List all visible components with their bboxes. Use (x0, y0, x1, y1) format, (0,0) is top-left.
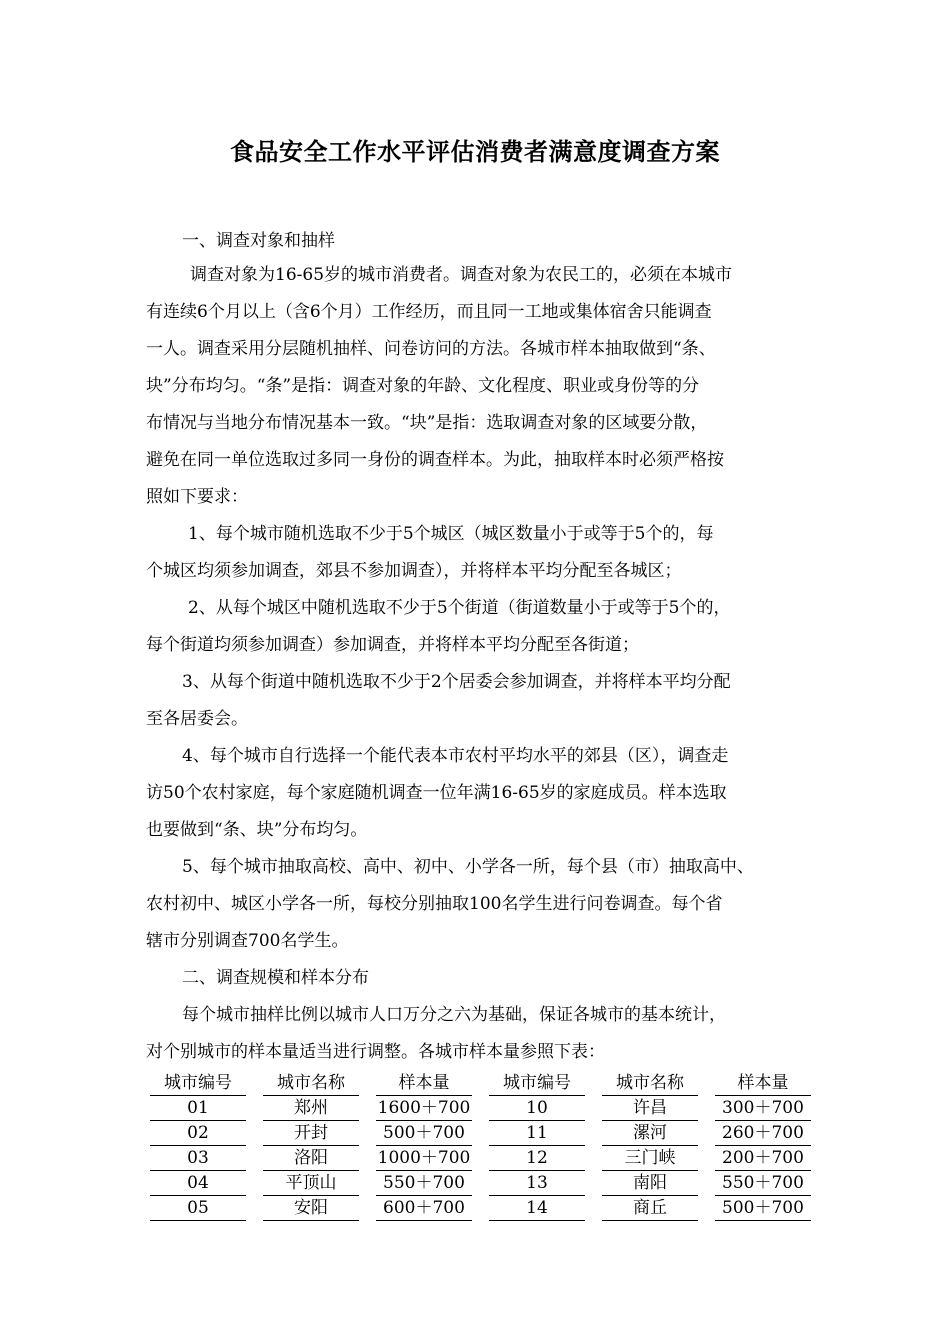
table-cell: 300＋700 (715, 1096, 811, 1121)
table-cell: 02 (150, 1121, 246, 1146)
table-cell: 12 (489, 1146, 585, 1171)
table-cell: 11 (489, 1121, 585, 1146)
requirement-4: 4、每个城市自行选择一个能代表本市农村平均水平的郊县（区），调查走 (182, 746, 729, 766)
table-cell: 600＋700 (376, 1196, 472, 1221)
table-cell: 10 (489, 1096, 585, 1121)
paragraph-line: 调查对象为16-65岁的城市消费者。调查对象为农民工的，必须在本城市 (190, 265, 733, 285)
table-cell: 03 (150, 1146, 246, 1171)
table-cell: 三门峡 (602, 1146, 698, 1171)
header-city-code: 城市编号 (489, 1071, 585, 1096)
table-cell: 洛阳 (263, 1146, 359, 1171)
paragraph-line: 至各居委会。 (146, 709, 248, 729)
paragraph-line: 访50个农村家庭，每个家庭随机调查一位年满16-65岁的家庭成员。样本选取 (146, 783, 727, 803)
header-city-code: 城市编号 (150, 1071, 246, 1096)
table-cell: 郑州 (263, 1096, 359, 1121)
table-cell: 550＋700 (376, 1171, 472, 1196)
table-cell: 安阳 (263, 1196, 359, 1221)
paragraph-line: 布情况与当地分布情况基本一致。“块”是指：选取调查对象的区域要分散， (146, 413, 708, 433)
table-cell: 1000＋700 (376, 1146, 472, 1171)
paragraph-line: 每个街道均须参加调查）参加调查，并将样本平均分配至各街道； (146, 635, 639, 655)
table-row (150, 1146, 811, 1171)
table-cell: 1600＋700 (376, 1096, 472, 1121)
paragraph-line: 每个城市抽样比例以城市人口万分之六为基础，保证各城市的基本统计， (182, 1005, 726, 1025)
table-row (150, 1171, 811, 1196)
table-cell: 开封 (263, 1121, 359, 1146)
paragraph-line: 有连续6个月以上（含6个月）工作经历，而且同一工地或集体宿舍只能调查 (146, 302, 712, 322)
paragraph-line: 个城区均须参加调查，郊县不参加调查），并将样本平均分配至各城区； (146, 561, 682, 581)
table-cell: 500＋700 (376, 1121, 472, 1146)
requirement-2: 2、从每个城区中随机选取不少于5个街道（街道数量小于或等于5个的， (188, 598, 731, 618)
paragraph-line: 农村初中、城区小学各一所，每校分别抽取100名学生进行问卷调查。每个省 (146, 894, 723, 914)
header-sample-size: 样本量 (376, 1071, 472, 1096)
table-header-row (150, 1071, 811, 1096)
table-cell: 500＋700 (715, 1196, 811, 1221)
sample-size-table (150, 1071, 811, 1221)
header-city-name: 城市名称 (602, 1071, 698, 1096)
table-cell: 13 (489, 1171, 585, 1196)
document-title: 食品安全工作水平评估消费者满意度调查方案 (230, 138, 720, 166)
table-cell: 许昌 (602, 1096, 698, 1121)
section-heading-1: 一、调查对象和抽样 (182, 231, 335, 251)
table-row (150, 1121, 811, 1146)
paragraph-line: 一人。调查采用分层随机抽样、问卷访问的方法。各城市样本抽取做到“条、 (146, 339, 716, 359)
table-cell: 平顶山 (263, 1171, 359, 1196)
table-cell: 南阳 (602, 1171, 698, 1196)
paragraph-line: 对个别城市的样本量适当进行调整。各城市样本量参照下表： (146, 1042, 605, 1062)
table-cell: 05 (150, 1196, 246, 1221)
requirement-1: 1、每个城市随机选取不少于5个城区（城区数量小于或等于5个的，每 (188, 524, 714, 544)
table-cell: 200＋700 (715, 1146, 811, 1171)
table-cell: 550＋700 (715, 1171, 811, 1196)
table-cell: 商丘 (602, 1196, 698, 1221)
paragraph-line: 块”分布均匀。“条”是指：调查对象的年龄、文化程度、职业或身份等的分 (146, 376, 700, 396)
header-city-name: 城市名称 (263, 1071, 359, 1096)
table-row (150, 1096, 811, 1121)
table-row (150, 1196, 811, 1221)
paragraph-line: 也要做到“条、块”分布均匀。 (146, 820, 368, 840)
table-cell: 01 (150, 1096, 246, 1121)
table-cell: 漯河 (602, 1121, 698, 1146)
table-cell: 260＋700 (715, 1121, 811, 1146)
paragraph-line: 避免在同一单位选取过多同一身份的调查样本。为此，抽取样本时必须严格按 (146, 450, 724, 470)
requirement-5: 5、每个城市抽取高校、高中、初中、小学各一所，每个县（市）抽取高中、 (182, 857, 754, 877)
table-cell: 14 (489, 1196, 585, 1221)
section-heading-2: 二、调查规模和样本分布 (182, 968, 369, 988)
paragraph-line: 辖市分别调查700名学生。 (146, 931, 349, 951)
paragraph-line: 照如下要求： (146, 487, 248, 507)
requirement-3: 3、从每个街道中随机选取不少于2个居委会参加调查，并将样本平均分配 (182, 672, 731, 692)
table-cell: 04 (150, 1171, 246, 1196)
header-sample-size: 样本量 (715, 1071, 811, 1096)
